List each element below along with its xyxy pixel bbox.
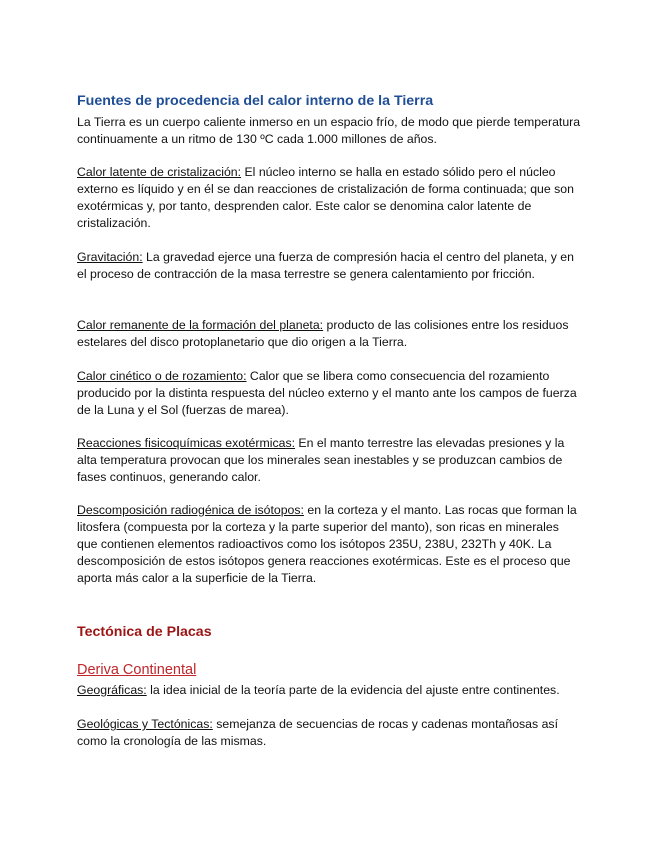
text-kinetic-heat: Calor que se libera como consecuencia del rozamiento producido por la distinta respuesta del núcleo externo y el manto ante los campos de fuerza de la Luna y el Sol (fuerzas de marea). xyxy=(77,369,577,417)
paragraph-geographic xyxy=(77,682,582,699)
paragraph-kinetic-heat xyxy=(77,368,582,419)
paragraph-gravitation xyxy=(77,249,582,283)
paragraph-radiogenic-decay xyxy=(77,502,582,587)
term-geographic: Geográficas: xyxy=(77,683,147,697)
text-radiogenic-decay: en la corteza y el manto. Las rocas que forman la litosfera (compuesta por la corteza y la parte superior del manto), son ricas en minerales que contienen elementos radioactivos como los isótopos 235U, 238U, 232Th y 40K. La descomposición de estos isótopos genera reacciones exotérmicas. Este es el proceso que aporta más calor a la superficie de la Tierra. xyxy=(77,503,577,585)
paragraph-geologic-tectonic xyxy=(77,716,582,750)
term-gravitation: Gravitación: xyxy=(77,250,143,264)
term-radiogenic-decay: Descomposición radiogénica de isótopos: xyxy=(77,503,304,517)
term-kinetic-heat: Calor cinético o de rozamiento: xyxy=(77,369,247,383)
text-exothermic-reactions: En el manto terrestre las elevadas presiones y la alta temperatura provocan que los minerales sean inestables y se produzcan cambios de fases continuos, generando calor. xyxy=(77,436,565,484)
section-title-heat-sources: Fuentes de procedencia del calor interno de la Tierra xyxy=(77,93,434,109)
paragraph-intro xyxy=(77,114,582,148)
paragraph-remnant-heat xyxy=(77,317,582,351)
paragraph-latent-heat xyxy=(77,164,582,232)
text-remnant-heat: producto de las colisiones entre los residuos estelares del disco protoplanetario que dio origen a la Tierra. xyxy=(77,318,569,349)
term-exothermic-reactions: Reacciones fisicoquímicas exotérmicas: xyxy=(77,436,296,450)
section-title-plate-tectonics: Tectónica de Placas xyxy=(77,624,212,640)
text-geographic: la idea inicial de la teoría parte de la evidencia del ajuste entre continentes. xyxy=(146,683,560,697)
intro-text: La Tierra es un cuerpo caliente inmerso en un espacio frío, de modo que pierde temperatura continuamente a un ritmo de 130 ºC cada 1.000 millones de años. xyxy=(77,115,581,146)
text-latent-heat: El núcleo interno se halla en estado sólido pero el núcleo externo es líquido y en él se dan reacciones de cristalización de forma continuada; que son exotérmicas y, por tanto, desprenden calor. Este calor se denomina calor latente de cristalización. xyxy=(77,165,574,230)
term-remnant-heat: Calor remanente de la formación del planeta: xyxy=(77,318,324,332)
text-geologic-tectonic: semejanza de secuencias de rocas y cadenas montañosas así como la cronología de las mismas. xyxy=(77,717,558,748)
paragraph-exothermic-reactions xyxy=(77,435,582,486)
text-gravitation: La gravedad ejerce una fuerza de compresión hacia el centro del planeta, y en el proceso de contracción de la masa terrestre se genera calentamiento por fricción. xyxy=(77,250,574,281)
term-latent-heat: Calor latente de cristalización: xyxy=(77,165,242,179)
subtitle-continental-drift: Deriva Continental xyxy=(77,662,197,678)
term-geologic-tectonic: Geológicas y Tectónicas: xyxy=(77,717,213,731)
